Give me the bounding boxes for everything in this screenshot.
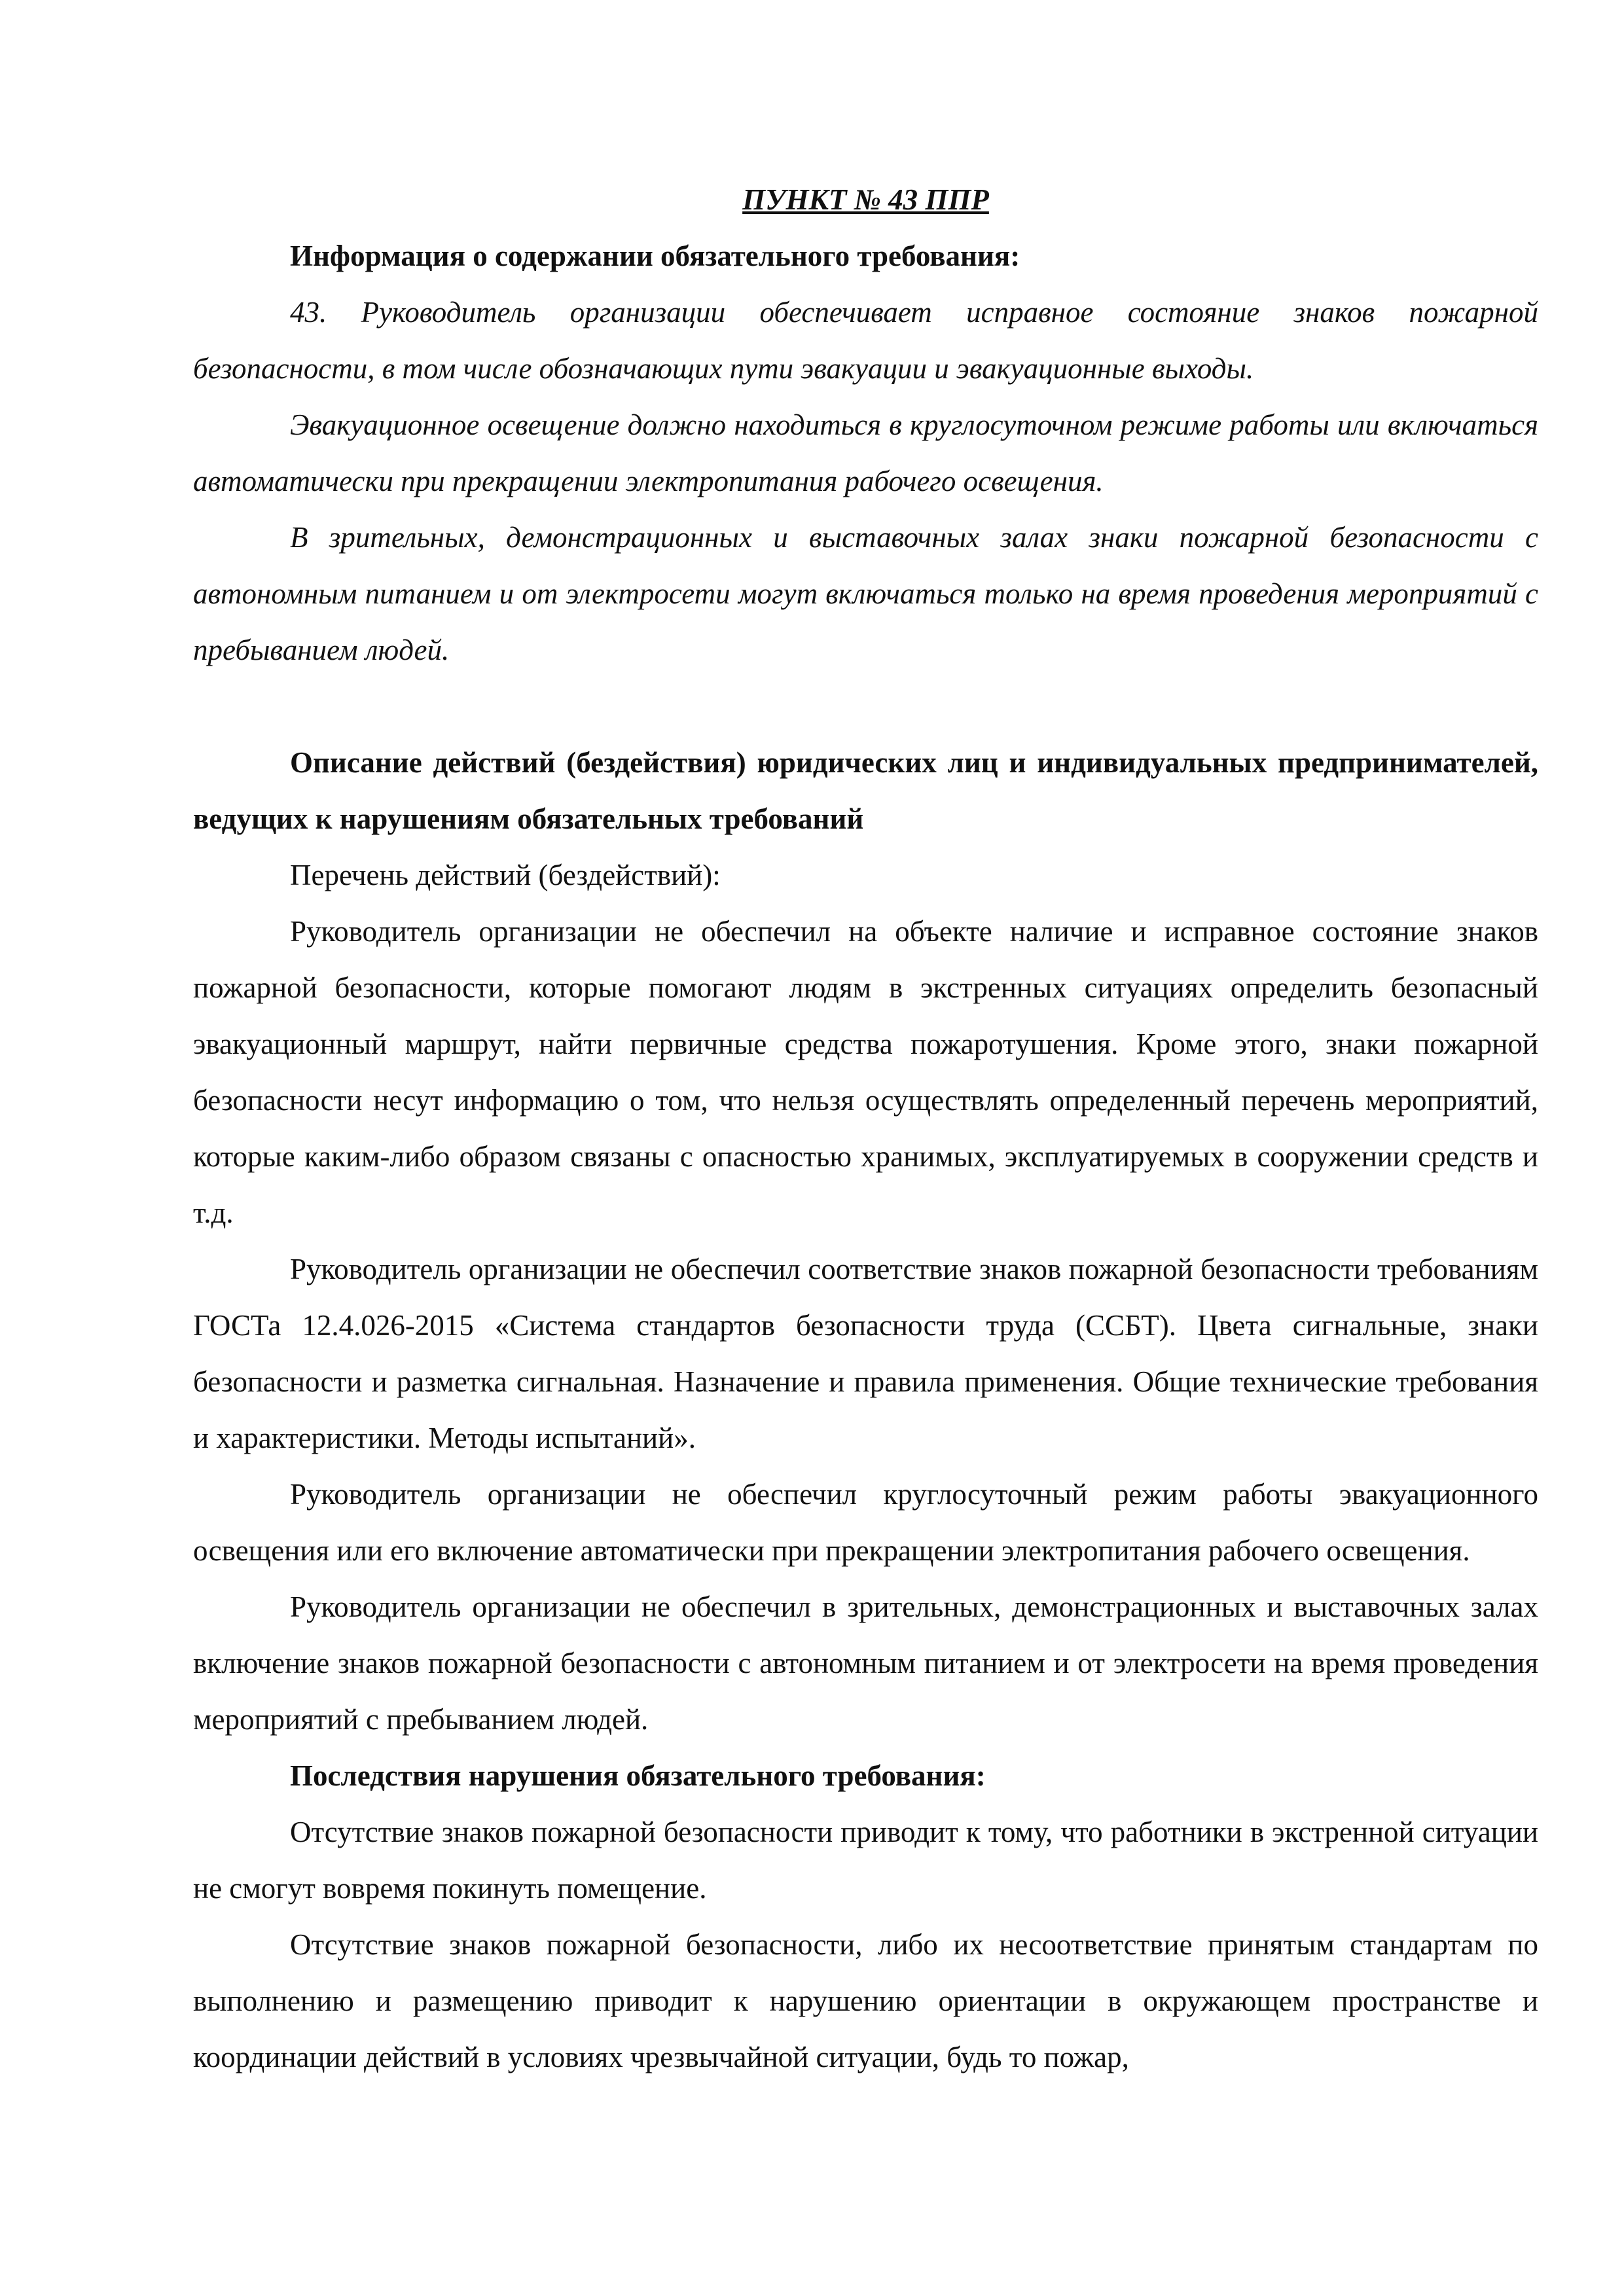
requirement-paragraph-3: В зрительных, демонстрационных и выставочных залах знаки пожарной безопасности с автономным питанием и от электросети могут включаться только на время проведения мероприятий с пребыванием людей.	[193, 521, 1538, 666]
action-paragraph-4: Руководитель организации не обеспечил в зрительных, демонстрационных и выставочных залах включение знаков пожарной безопасности с автономным питанием и от электросети на время проведения мероприятий с пребыванием людей.	[193, 1590, 1538, 1736]
requirement-paragraph-2: Эвакуационное освещение должно находиться в круглосуточном режиме работы или включаться автоматически при прекращении электропитания рабочего освещения.	[193, 408, 1538, 497]
section-spacer	[193, 678, 1538, 734]
requirement-paragraph-1: 43. Руководитель организации обеспечивает исправное состояние знаков пожарной безопасности, в том числе обозначающих пути эвакуации и эвакуационные выходы.	[193, 296, 1538, 385]
actions-heading: Описание действий (бездействия) юридических лиц и индивидуальных предпринимателей, ведущих к нарушениям обязательных требований	[193, 746, 1538, 835]
action-paragraph-3: Руководитель организации не обеспечил круглосуточный режим работы эвакуационного освещения или его включение автоматически при прекращении электропитания рабочего освещения.	[193, 1478, 1538, 1567]
consequences-heading: Последствия нарушения обязательного требования:	[290, 1759, 986, 1792]
actions-list-label: Перечень действий (бездействий):	[290, 859, 721, 891]
info-heading: Информация о содержании обязательного требования:	[290, 240, 1020, 272]
consequence-paragraph-1: Отсутствие знаков пожарной безопасности приводит к тому, что работники в экстренной ситуации не смогут вовремя покинуть помещение.	[193, 1816, 1538, 1905]
action-paragraph-2: Руководитель организации не обеспечил соответствие знаков пожарной безопасности требованиям ГОСТа 12.4.026-2015 «Система стандартов безопасности труда (ССБТ). Цвета сигнальные, знаки безопасности и разметка сигнальная. Назначение и правила применения. Общие технические требования и характеристики. Методы испытаний».	[193, 1253, 1538, 1454]
action-paragraph-1: Руководитель организации не обеспечил на объекте наличие и исправное состояние знаков пожарной безопасности, которые помогают людям в экстренных ситуациях определить безопасный эвакуационный маршрут, найти первичные средства пожаротушения. Кроме этого, знаки пожарной безопасности несут информацию о том, что нельзя осуществлять определенный перечень мероприятий, которые каким-либо образом связаны с опасностью хранимых, эксплуатируемых в сооружении средств и т.д.	[193, 915, 1538, 1229]
document-title: ПУНКТ № 43 ППР	[742, 183, 989, 216]
consequence-paragraph-2: Отсутствие знаков пожарной безопасности, либо их несоответствие принятым стандартам по выполнению и размещению приводит к нарушению ориентации в окружающем пространстве и координации действий в условиях чрезвычайной ситуации, будь то пожар,	[193, 1928, 1538, 2073]
document-page	[193, 171, 1538, 2085]
